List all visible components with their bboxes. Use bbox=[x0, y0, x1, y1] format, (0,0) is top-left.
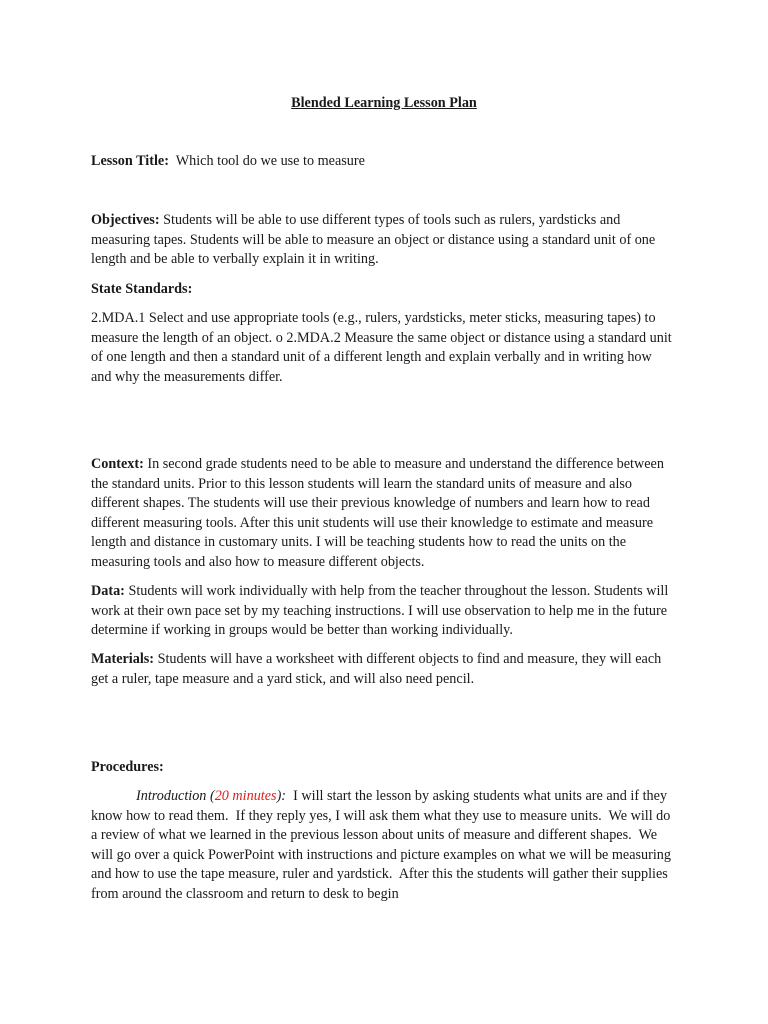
data-label: Data: bbox=[91, 583, 125, 599]
objectives-paragraph bbox=[91, 211, 675, 270]
materials-label: Materials: bbox=[91, 651, 155, 667]
context-text: In second grade students need to be able to measure and understand the difference between the standard units. Prior to this lesson students will learn the standard units of measure and also different shapes. The students will use their previous knowledge of numbers and learn how to read different measuring tools. After this unit students will use their knowledge to estimate and measure length and distance in customary units. I will be teaching students how to read the units on the measuring tools and also how to measure different objects. bbox=[91, 456, 664, 570]
introduction-paragraph bbox=[91, 787, 675, 904]
state-standards-label: State Standards: bbox=[91, 281, 193, 297]
state-standards-paragraph bbox=[91, 309, 675, 387]
introduction-close: ): bbox=[276, 788, 287, 804]
procedures-label: Procedures: bbox=[91, 759, 164, 775]
context-paragraph bbox=[91, 455, 675, 572]
procedures-heading bbox=[91, 758, 675, 778]
materials-paragraph bbox=[91, 650, 675, 689]
state-standards-text: 2.MDA.1 Select and use appropriate tools (e.g., rulers, yardsticks, meter sticks, measuring tapes) to measure the length of an object. o 2.MDA.2 Measure the same object or distance using a standard unit of one length and then a standard unit of a different length and explain verbally and in writing how and why the measurements differ. bbox=[91, 310, 672, 385]
state-standards-heading bbox=[91, 280, 675, 300]
data-text: Students will work individually with help from the teacher throughout the lesson. Students will work at their own pace set by my teaching instructions. I will use observation to help me in the future determine if working in groups would be better than working individually. bbox=[91, 583, 669, 638]
materials-text: Students will have a worksheet with different objects to find and measure, they will each get a ruler, tape measure and a yard stick, and will also need pencil. bbox=[91, 651, 662, 687]
objectives-label: Objectives: bbox=[91, 212, 160, 228]
introduction-time: 20 minutes bbox=[214, 788, 277, 804]
data-paragraph bbox=[91, 582, 675, 641]
lesson-title-value: Which tool do we use to measure bbox=[168, 153, 365, 169]
lesson-title-label: Lesson Title: bbox=[91, 153, 169, 169]
lesson-title-paragraph bbox=[91, 152, 675, 172]
introduction-label: Introduction ( bbox=[136, 788, 215, 804]
context-label: Context: bbox=[91, 456, 144, 472]
document-title: Blended Learning Lesson Plan bbox=[291, 95, 477, 111]
objectives-text: Students will be able to use different types of tools such as rulers, yardsticks and measuring tapes. Students will be able to measure an object or distance using a standard unit of one length and be able to verbally explain it in writing. bbox=[91, 212, 656, 267]
introduction-text: I will start the lesson by asking students what units are and if they know how to read them. If they reply yes, I will ask them what they use to measure units. We will do a review of what we learned in the previous lesson about units of measure and different shapes. We will go over a quick PowerPoint with instructions and picture examples on what we will be measuring and how to use the tape measure, ruler and yardstick. After this the students will gather their supplies from around the classroom and return to desk to begin bbox=[91, 788, 675, 902]
